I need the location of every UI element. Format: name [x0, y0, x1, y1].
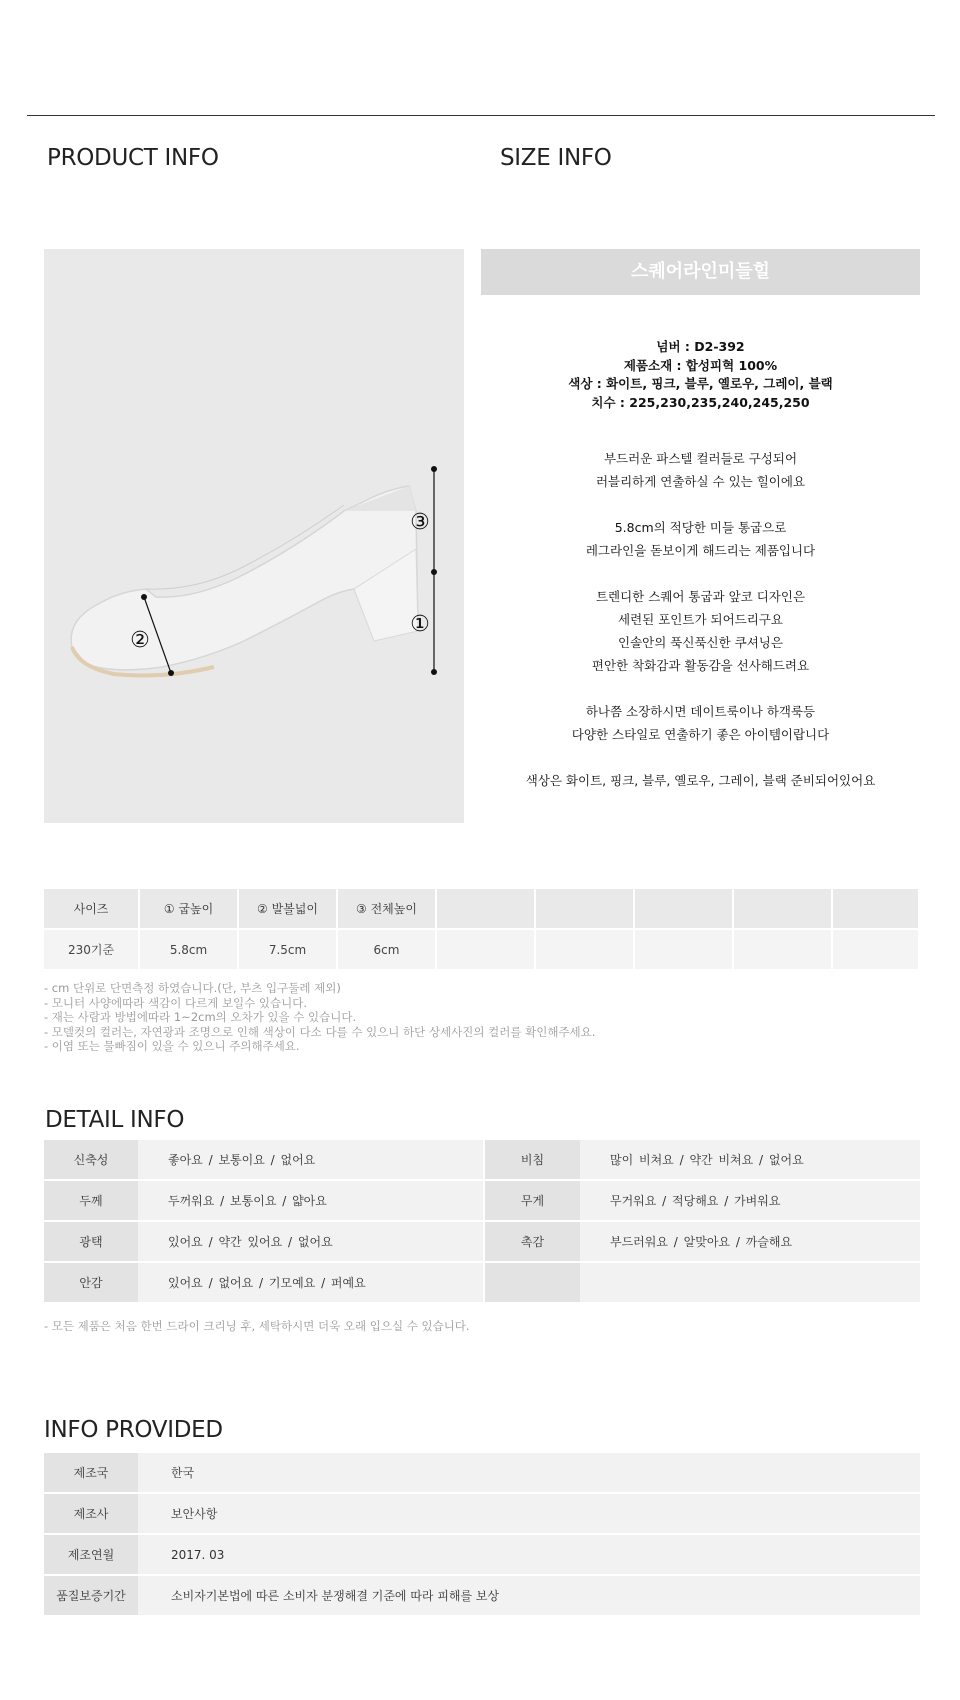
size-table-header [44, 889, 919, 929]
desc-paragraph-4: 하나쯤 소장하시면 데이트룩이나 하객룩등 다양한 스타일로 연출하기 좋은 아이템이랍니다 [571, 704, 830, 742]
detail-label: 두께 [44, 1180, 138, 1221]
spec-material: 제품소재 : 합성피혁 100% [623, 357, 778, 373]
detail-value: 있어요 / 없어요 / 기모예요 / 퍼예요 [138, 1262, 484, 1303]
marker-1: ① [410, 612, 430, 637]
size-note: - 재는 사람과 방법에따라 1~2cm의 오차가 있을 수 있습니다. [44, 1010, 357, 1024]
info-table [44, 1453, 920, 1617]
detail-label: 무게 [484, 1180, 580, 1221]
size-header-cell: ① 굽높이 [139, 889, 238, 929]
info-value: 소비자기본법에 따른 소비자 분쟁해결 기준에 따라 피해를 보상 [138, 1575, 920, 1616]
product-description [481, 447, 920, 815]
size-note: - 이염 또는 물빠짐이 있을 수 있으니 주의해주세요. [44, 1039, 300, 1053]
detail-label: 신축성 [44, 1140, 138, 1180]
size-table [44, 889, 920, 971]
info-value: 보안사항 [138, 1493, 920, 1534]
product-name-bar: 스퀘어라인미들힐 [481, 249, 920, 295]
size-cell: 230기준 [44, 929, 139, 970]
detail-value [580, 1262, 920, 1303]
table-row [44, 1262, 920, 1303]
table-row [44, 1575, 920, 1616]
size-header-cell [832, 889, 919, 929]
size-header-cell: ② 발볼넓이 [238, 889, 337, 929]
table-row [44, 929, 919, 970]
size-note: - 모니터 사양에따라 색감이 다르게 보일수 있습니다. [44, 995, 308, 1010]
size-header-cell [436, 889, 535, 929]
top-divider [27, 115, 935, 116]
product-photo [44, 249, 464, 823]
detail-label: 촉감 [484, 1221, 580, 1262]
size-cell [634, 929, 733, 970]
size-header-cell [634, 889, 733, 929]
detail-label [484, 1262, 580, 1303]
info-label: 품질보증기간 [44, 1575, 138, 1616]
detail-table [44, 1140, 920, 1304]
detail-label: 안감 [44, 1262, 138, 1303]
spec-colors: 색상 : 화이트, 핑크, 블루, 옐로우, 그레이, 블랙 [568, 376, 833, 391]
size-cell: 7.5cm [238, 929, 337, 970]
detail-label: 비침 [484, 1140, 580, 1180]
detail-value: 좋아요 / 보통이요 / 없어요 [138, 1140, 484, 1180]
size-cell: 5.8cm [139, 929, 238, 970]
info-value: 한국 [138, 1453, 920, 1493]
size-cell [535, 929, 634, 970]
size-header-cell: ③ 전체높이 [337, 889, 436, 929]
info-label: 제조사 [44, 1493, 138, 1534]
detail-value: 무거워요 / 적당해요 / 가벼워요 [580, 1180, 920, 1221]
table-row [44, 1221, 920, 1262]
info-label: 제조국 [44, 1453, 138, 1493]
detail-value: 두꺼워요 / 보통이요 / 얇아요 [138, 1180, 484, 1221]
desc-paragraph-3: 트렌디한 스퀘어 통굽과 앞코 디자인은 세련된 포인트가 되어드리구요 인솔안의 푹신푹신한 쿠셔닝은 편안한 착화감과 활동감을 선사해드려요 [591, 589, 810, 673]
marker-3: ③ [410, 510, 430, 535]
detail-info-heading: DETAIL INFO [45, 1107, 185, 1133]
table-row [44, 1453, 920, 1493]
table-row [44, 1180, 920, 1221]
spec-number: 넘버 : D2-392 [656, 339, 745, 354]
size-header-cell: 사이즈 [44, 889, 139, 929]
detail-note: - 모든 제품은 처음 한번 드라이 크리닝 후, 세탁하시면 더욱 오래 입으실 수 있습니다. [44, 1319, 470, 1333]
shoe-illustration [44, 249, 464, 823]
product-info-heading: PRODUCT INFO [47, 145, 219, 171]
size-header-cell [733, 889, 832, 929]
size-notes [44, 981, 595, 1054]
size-info-heading: SIZE INFO [500, 145, 612, 171]
size-header-cell [535, 889, 634, 929]
size-note: - 모델컷의 컬러는, 자연광과 조명으로 인해 색상이 다소 다를 수 있으니 하단 상세사진의 컬러를 확인해주세요. [44, 1024, 596, 1039]
info-value: 2017. 03 [138, 1534, 920, 1575]
table-row [44, 1140, 920, 1180]
size-cell: 6cm [337, 929, 436, 970]
size-cell [832, 929, 919, 970]
size-note: - cm 단위로 단면측정 하였습니다.(단, 부츠 입구둘레 제외) [44, 981, 341, 995]
product-specs [481, 338, 920, 412]
size-cell [733, 929, 832, 970]
table-row [44, 1534, 920, 1575]
info-label: 제조연월 [44, 1534, 138, 1575]
desc-paragraph-5: 색상은 화이트, 핑크, 블루, 옐로우, 그레이, 블랙 준비되어있어요 [525, 773, 876, 788]
desc-paragraph-2: 5.8cm의 적당한 미들 통굽으로 레그라인을 돋보이게 해드리는 제품입니다 [585, 520, 816, 558]
desc-paragraph-1: 부드러운 파스텔 컬러들로 구성되어 러블리하게 연출하실 수 있는 힐이에요 [595, 451, 806, 489]
table-row [44, 1493, 920, 1534]
spec-sizes: 치수 : 225,230,235,240,245,250 [591, 394, 810, 410]
detail-value: 있어요 / 약간 있어요 / 없어요 [138, 1221, 484, 1262]
size-cell [436, 929, 535, 970]
info-provided-heading: INFO PROVIDED [44, 1417, 223, 1443]
detail-label: 광택 [44, 1221, 138, 1262]
marker-2: ② [130, 628, 150, 653]
detail-value: 많이 비쳐요 / 약간 비쳐요 / 없어요 [580, 1140, 920, 1180]
detail-value: 부드러워요 / 알맞아요 / 까슬해요 [580, 1221, 920, 1262]
